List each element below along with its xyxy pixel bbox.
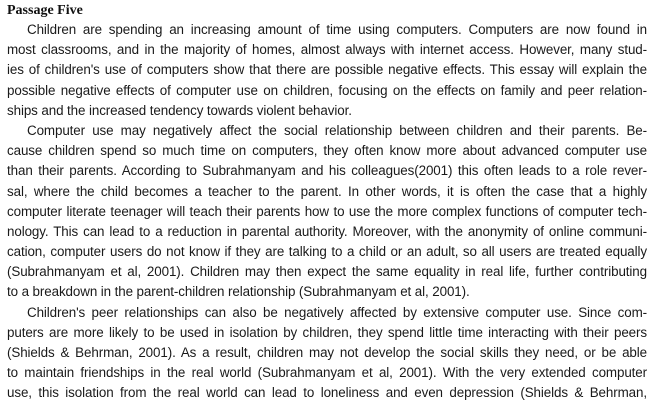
paragraph-line: Children's peer relationships can also be negatively affected by extensive computer use. Since com-	[27, 304, 647, 320]
paragraph-line: to a breakdown in the parent-children relationship (Subrahmanyam et al, 2001).	[7, 284, 470, 300]
paragraph-line: (Shields & Behrman, 2001). As a result, children may not develop the social skills they need, or be able	[7, 345, 647, 360]
paragraph-line: cause children spend so much time on computers, they often know more about advanced computer use	[7, 143, 647, 159]
passage-title: Passage Five	[7, 3, 83, 18]
paragraph-line: ies of children's use of computers show that there are possible negative effects. This essay will explain the	[7, 62, 647, 78]
paragraph-line: nology. This can lead to a reduction in parental authority. Moreover, with the anonymity of online communi-	[7, 223, 647, 239]
paragraph-line: to maintain friendships in the real world (Subrahmanyam et al, 2001). With the very extended computer	[7, 365, 647, 381]
paragraph-line: cation, computer users do not know if they are talking to a child or an adult, so all users are treated equally	[7, 244, 647, 260]
paragraph-line: than their parents. According to Subrahmanyam and his colleagues(2001) this often leads to a role rever-	[7, 163, 647, 179]
paragraph-line: possible negative effects of computer use on children, focusing on the effects on family and peer relation-	[7, 82, 647, 98]
paragraph-line: sal, where the child becomes a teacher to the parent. In other words, it is often the case that a highly	[7, 183, 647, 199]
paragraph-peers	[7, 303, 647, 404]
paragraph-line: computer literate teenager will teach their parents how to use the more complex functions of computer tech-	[7, 203, 647, 219]
paragraph-line: ships and the increased tendency towards violent behavior.	[7, 102, 352, 118]
paragraph-line: (Subrahmanyam et al, 2001). Children may then expect the same equality in real life, further contributing	[7, 264, 647, 280]
paragraph-intro	[7, 20, 647, 121]
paragraph-line: use, this isolation from the real world can lead to loneliness and even depression (Shields & Behrman,	[7, 385, 647, 401]
paragraph-line: most classrooms, and in the majority of homes, almost always with internet access. However, many stud-	[7, 42, 647, 58]
paragraph-line: Computer use may negatively affect the social relationship between children and their parents. Be-	[27, 122, 647, 138]
paragraph-line: Children are spending an increasing amount of time using computers. Computers are now found in	[27, 22, 647, 37]
paragraph-line: puters are more likely to be used in isolation by children, they spend little time interacting with their peers	[7, 324, 647, 340]
paragraph-parents	[7, 121, 647, 303]
document-page	[7, 2, 647, 404]
